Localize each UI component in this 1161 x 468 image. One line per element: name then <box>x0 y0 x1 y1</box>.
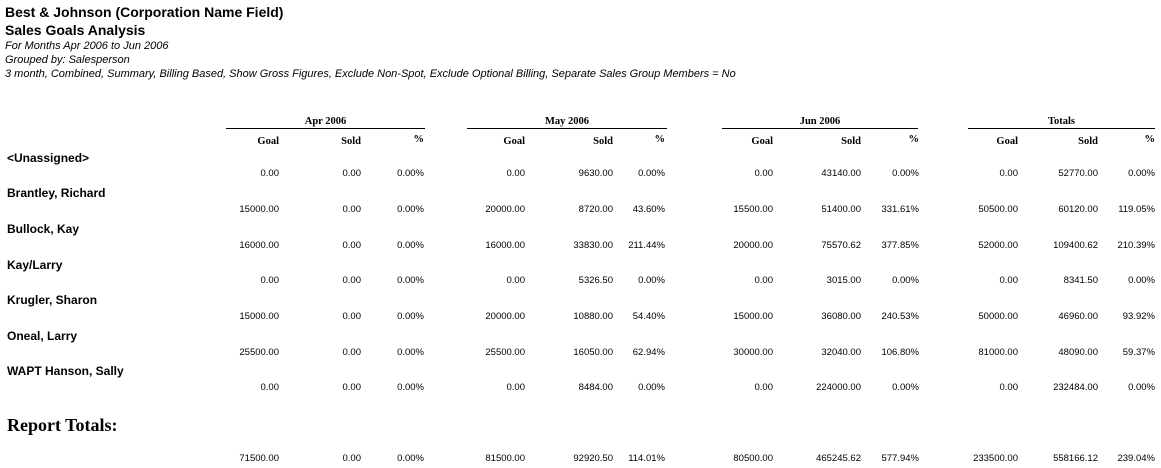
table-cell: 50000.00 <box>978 311 1018 322</box>
table-cell: 93.92% <box>1122 311 1155 322</box>
table-cell: 0.00% <box>397 382 424 393</box>
report-total-cell: 577.94% <box>881 453 919 464</box>
table-cell: 60120.00 <box>1058 204 1098 215</box>
table-cell: 0.00 <box>506 168 525 179</box>
table-cell: 232484.00 <box>1053 382 1098 393</box>
table-cell: 25500.00 <box>239 347 279 358</box>
table-cell: 15500.00 <box>733 204 773 215</box>
column-group-header: Jun 2006 <box>799 116 841 127</box>
table-cell: 119.05% <box>1118 204 1155 215</box>
report-total-cell: 114.01% <box>628 453 665 464</box>
table-cell: 0.00% <box>397 204 424 215</box>
table-cell: 43140.00 <box>821 168 861 179</box>
table-cell: 52000.00 <box>978 240 1018 251</box>
table-cell: 9630.00 <box>578 168 613 179</box>
table-cell: 377.85% <box>881 240 919 251</box>
column-subheader: % <box>654 134 665 145</box>
report-options: 3 month, Combined, Summary, Billing Based, Show Gross Figures, Exclude Non-Spot, Exclude Optional Billing, Separate Sales Group Members = No <box>5 68 736 80</box>
table-cell: 0.00% <box>397 240 424 251</box>
table-cell: 0.00 <box>342 168 361 179</box>
salesperson-name: Kay/Larry <box>7 258 63 272</box>
table-cell: 0.00 <box>506 382 525 393</box>
column-group-rule <box>968 128 1155 129</box>
table-cell: 16000.00 <box>485 240 525 251</box>
report-total-cell: 233500.00 <box>973 453 1018 464</box>
report-total-cell: 0.00 <box>342 453 361 464</box>
table-cell: 331.61% <box>881 204 919 215</box>
table-cell: 20000.00 <box>485 311 525 322</box>
table-cell: 0.00 <box>260 168 279 179</box>
table-cell: 8720.00 <box>578 204 613 215</box>
table-cell: 51400.00 <box>821 204 861 215</box>
column-group-rule <box>226 128 425 129</box>
table-cell: 0.00 <box>260 382 279 393</box>
table-cell: 3015.00 <box>826 275 861 286</box>
table-cell: 5326.50 <box>578 275 613 286</box>
column-group-rule <box>722 128 918 129</box>
table-cell: 52770.00 <box>1058 168 1098 179</box>
salesperson-name: Brantley, Richard <box>7 186 106 200</box>
table-cell: 15000.00 <box>733 311 773 322</box>
table-cell: 0.00 <box>999 382 1018 393</box>
report-total-cell: 0.00% <box>397 453 424 464</box>
table-cell: 0.00% <box>1128 275 1155 286</box>
report-total-cell: 558166.12 <box>1053 453 1098 464</box>
column-subheader: % <box>908 134 919 145</box>
table-cell: 20000.00 <box>733 240 773 251</box>
table-cell: 0.00 <box>342 204 361 215</box>
table-cell: 0.00% <box>397 347 424 358</box>
column-subheader: Goal <box>751 136 773 147</box>
table-cell: 0.00 <box>342 347 361 358</box>
salesperson-name: Bullock, Kay <box>7 222 80 236</box>
table-cell: 0.00% <box>1128 382 1155 393</box>
table-cell: 0.00% <box>892 382 919 393</box>
table-cell: 75570.62 <box>821 240 861 251</box>
table-cell: 0.00 <box>754 382 773 393</box>
table-cell: 8484.00 <box>578 382 613 393</box>
table-cell: 0.00 <box>260 275 279 286</box>
table-cell: 30000.00 <box>733 347 773 358</box>
table-cell: 0.00% <box>892 275 919 286</box>
table-cell: 0.00% <box>638 168 665 179</box>
table-cell: 36080.00 <box>821 311 861 322</box>
report-period: For Months Apr 2006 to Jun 2006 <box>5 40 169 52</box>
table-cell: 0.00% <box>1128 168 1155 179</box>
table-cell: 0.00 <box>342 275 361 286</box>
table-cell: 20000.00 <box>485 204 525 215</box>
column-subheader: Goal <box>996 136 1018 147</box>
column-subheader: Sold <box>341 136 361 147</box>
table-cell: 50500.00 <box>978 204 1018 215</box>
table-cell: 25500.00 <box>485 347 525 358</box>
table-cell: 0.00% <box>892 168 919 179</box>
table-cell: 210.39% <box>1117 240 1155 251</box>
column-group-header: Apr 2006 <box>304 116 347 127</box>
table-cell: 48090.00 <box>1058 347 1098 358</box>
table-cell: 54.40% <box>632 311 665 322</box>
column-group-rule <box>467 128 667 129</box>
table-cell: 15000.00 <box>239 204 279 215</box>
table-cell: 0.00% <box>638 382 665 393</box>
table-cell: 0.00 <box>342 382 361 393</box>
salesperson-name: WAPT Hanson, Sally <box>7 364 124 378</box>
column-subheader: % <box>1144 134 1155 145</box>
column-subheader: Goal <box>257 136 279 147</box>
column-subheader: Sold <box>593 136 613 147</box>
column-group-header: Totals <box>1047 116 1076 127</box>
table-cell: 0.00 <box>342 240 361 251</box>
report-title: Sales Goals Analysis <box>5 22 146 38</box>
table-cell: 211.44% <box>628 240 665 251</box>
column-subheader: Sold <box>841 136 861 147</box>
column-group-header: May 2006 <box>544 116 590 127</box>
report-total-cell: 80500.00 <box>733 453 773 464</box>
report-total-cell: 81500.00 <box>485 453 525 464</box>
report-grouping: Grouped by: Salesperson <box>5 54 130 66</box>
table-cell: 32040.00 <box>821 347 861 358</box>
salesperson-name: Krugler, Sharon <box>7 293 98 307</box>
table-cell: 15000.00 <box>239 311 279 322</box>
table-cell: 0.00 <box>754 275 773 286</box>
report-total-cell: 92920.50 <box>573 453 613 464</box>
report-total-cell: 71500.00 <box>239 453 279 464</box>
salesperson-name: <Unassigned> <box>7 151 90 165</box>
table-cell: 0.00 <box>999 168 1018 179</box>
table-cell: 33830.00 <box>573 240 613 251</box>
table-cell: 0.00% <box>638 275 665 286</box>
salesperson-name: Oneal, Larry <box>7 329 78 343</box>
table-cell: 16000.00 <box>239 240 279 251</box>
corporation-name: Best & Johnson (Corporation Name Field) <box>5 4 284 20</box>
table-cell: 0.00 <box>342 311 361 322</box>
table-cell: 0.00 <box>999 275 1018 286</box>
table-cell: 224000.00 <box>816 382 861 393</box>
column-subheader: Goal <box>503 136 525 147</box>
table-cell: 43.60% <box>632 204 665 215</box>
table-cell: 62.94% <box>632 347 665 358</box>
table-cell: 0.00 <box>506 275 525 286</box>
table-cell: 106.80% <box>881 347 919 358</box>
table-cell: 109400.62 <box>1053 240 1098 251</box>
table-cell: 0.00% <box>397 168 424 179</box>
report-total-cell: 465245.62 <box>816 453 861 464</box>
table-cell: 8341.50 <box>1063 275 1098 286</box>
table-cell: 81000.00 <box>978 347 1018 358</box>
table-cell: 0.00 <box>754 168 773 179</box>
report-totals-label: Report Totals: <box>7 415 118 435</box>
report-total-cell: 239.04% <box>1117 453 1155 464</box>
table-cell: 0.00% <box>397 275 424 286</box>
table-cell: 59.37% <box>1122 347 1155 358</box>
table-cell: 240.53% <box>881 311 919 322</box>
table-cell: 0.00% <box>397 311 424 322</box>
table-cell: 46960.00 <box>1058 311 1098 322</box>
column-subheader: % <box>413 134 424 145</box>
table-cell: 10880.00 <box>573 311 613 322</box>
table-cell: 16050.00 <box>573 347 613 358</box>
column-subheader: Sold <box>1078 136 1098 147</box>
